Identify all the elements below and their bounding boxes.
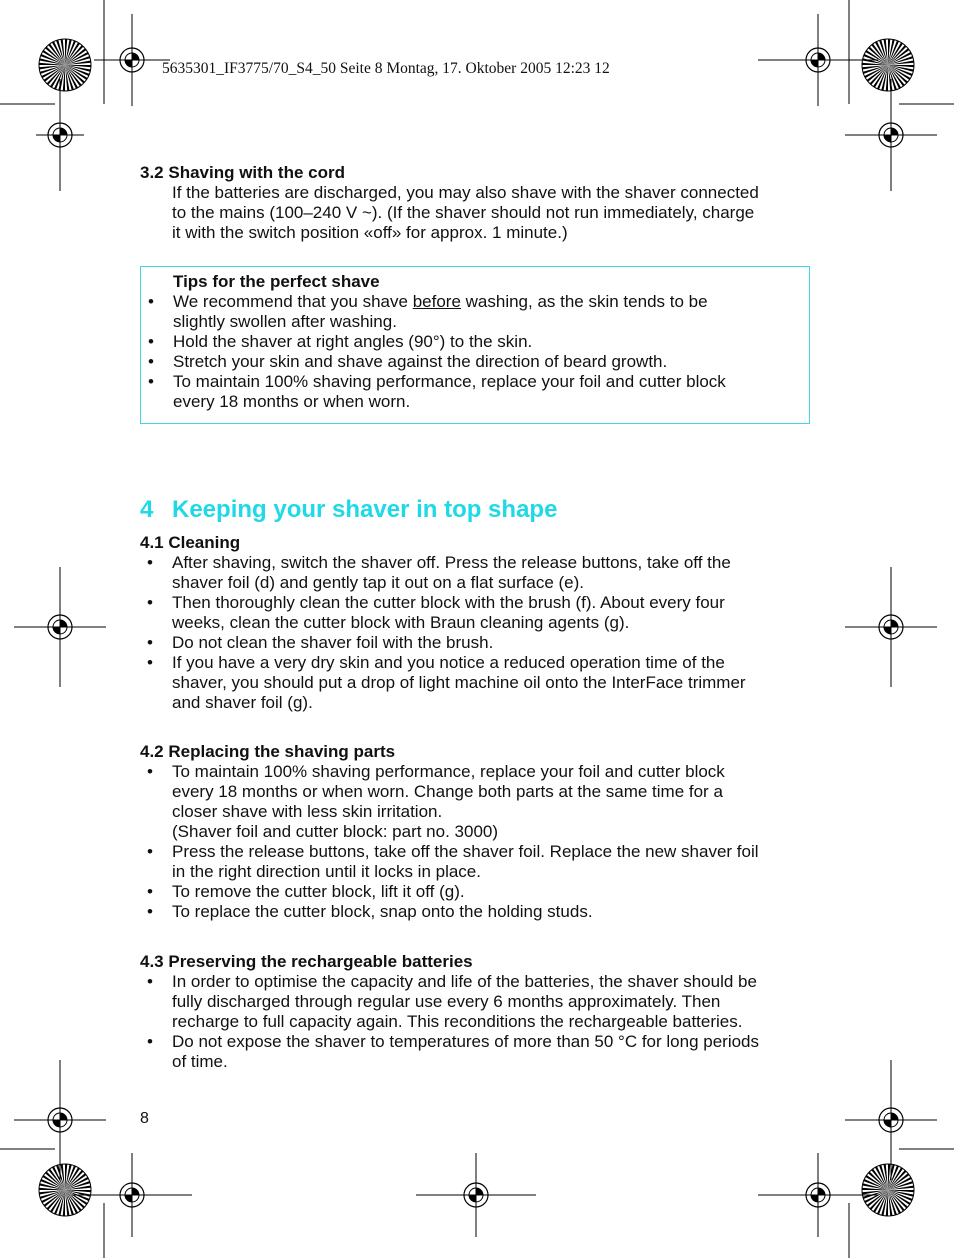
list-item [140, 593, 812, 633]
list-item [140, 902, 812, 922]
list-line: shaver, you should put a drop of light machine oil onto the InterFace trimmer [172, 673, 746, 692]
registration-mark [94, 14, 170, 106]
list-line: in the right direction until it locks in place. [172, 862, 481, 881]
list-line: • Then thoroughly clean the cutter block with the brush (f). About every four [172, 593, 725, 612]
print-header: 5635301_IF3775/70_S4_50 Seite 8 Montag, 17. Oktober 2005 12:23 12 [162, 60, 610, 77]
chapter-title: Keeping your shaver in top shape [172, 496, 558, 523]
bullet-list [140, 553, 812, 713]
list-line: • Do not expose the shaver to temperatures of more than 50 °C for long periods [172, 1032, 760, 1051]
bullet-list [140, 762, 812, 922]
registration-mark [14, 567, 106, 687]
bullet-list [140, 972, 812, 1072]
list-line: and shaver foil (g). [172, 693, 313, 712]
tips-text: We recommend that you shave [173, 292, 413, 311]
registration-mark [845, 567, 937, 687]
star-target-mark [39, 1164, 91, 1216]
list-item [140, 762, 812, 842]
registration-mark [72, 1153, 192, 1237]
list-item [140, 553, 812, 593]
star-target-mark [862, 1164, 914, 1216]
registration-mark [758, 1153, 878, 1237]
tips-text: slightly swollen after washing. [173, 312, 397, 331]
list-line: • In order to optimise the capacity and life of the batteries, the shaver should be [172, 972, 757, 991]
registration-mark [416, 1153, 536, 1237]
list-line: recharge to full capacity again. This reconditions the rechargeable batteries. [172, 1012, 743, 1031]
list-line: closer shave with less skin irritation. [172, 802, 443, 821]
chapter-number: 4 [140, 496, 154, 523]
section-3-2 [140, 163, 812, 243]
section-heading: 4.3 Preserving the rechargeable batteries [140, 952, 473, 971]
tips-box [140, 266, 810, 424]
section-4-1 [140, 533, 812, 713]
registration-mark [845, 79, 937, 191]
list-line: • After shaving, switch the shaver off. Press the release buttons, take off the [172, 553, 731, 572]
list-item [140, 972, 812, 1032]
section-heading: 4.2 Replacing the shaving parts [140, 742, 396, 761]
list-line: fully discharged through regular use every 6 months approximately. Then [172, 992, 721, 1011]
list-item [140, 633, 812, 653]
list-item [141, 292, 811, 332]
section-4-3 [140, 952, 812, 1072]
paragraph-line: it with the switch position «off» for approx. 1 minute.) [172, 223, 568, 242]
list-line: • Do not clean the shaver foil with the brush. [172, 633, 494, 652]
list-line: of time. [172, 1052, 228, 1071]
section-heading: 4.1 Cleaning [140, 533, 241, 552]
registration-mark [14, 1060, 106, 1180]
list-line: • To replace the cutter block, snap onto the holding studs. [172, 902, 593, 921]
registration-mark [758, 14, 878, 106]
section-4-2 [140, 742, 812, 922]
list-item [140, 1032, 812, 1072]
section-heading: 3.2 Shaving with the cord [140, 163, 345, 182]
list-item: • Stretch your skin and shave against the direction of beard growth. [141, 352, 811, 372]
star-target-mark [862, 39, 914, 91]
list-line: every 18 months or when worn. Change both parts at the same time for a [172, 782, 723, 801]
list-line: • To remove the cutter block, lift it off (g). [172, 882, 465, 901]
paragraph-line: to the mains (100–240 V ~). (If the shaver should not run immediately, charge [172, 203, 755, 222]
underlined-word: before [412, 292, 461, 311]
star-target-mark [39, 39, 91, 91]
list-line: • Press the release buttons, take off the shaver foil. Replace the new shaver foil [172, 842, 759, 861]
list-item: • Hold the shaver at right angles (90°) to the skin. [141, 332, 811, 352]
page-number: 8 [140, 1110, 149, 1127]
list-item: • To maintain 100% shaving performance, replace your foil and cutter block every 18 months or when worn. [141, 372, 811, 412]
paragraph-line: If the batteries are discharged, you may also shave with the shaver connected [172, 183, 759, 202]
tips-heading: Tips for the perfect shave [173, 272, 380, 291]
tips-text: washing, as the skin tends to be [460, 292, 708, 311]
list-item [140, 882, 812, 902]
list-line: shaver foil (d) and gently tap it out on a flat surface (e). [172, 573, 584, 592]
list-line: • If you have a very dry skin and you notice a reduced operation time of the [172, 653, 725, 672]
list-line: (Shaver foil and cutter block: part no. 3000) [172, 822, 499, 841]
registration-mark [36, 79, 84, 191]
list-line: weeks, clean the cutter block with Braun cleaning agents (g). [172, 613, 630, 632]
list-item [140, 842, 812, 882]
list-line: • To maintain 100% shaving performance, replace your foil and cutter block [172, 762, 725, 781]
list-item [140, 653, 812, 713]
registration-mark [845, 1060, 937, 1180]
chapter-heading [140, 496, 557, 524]
